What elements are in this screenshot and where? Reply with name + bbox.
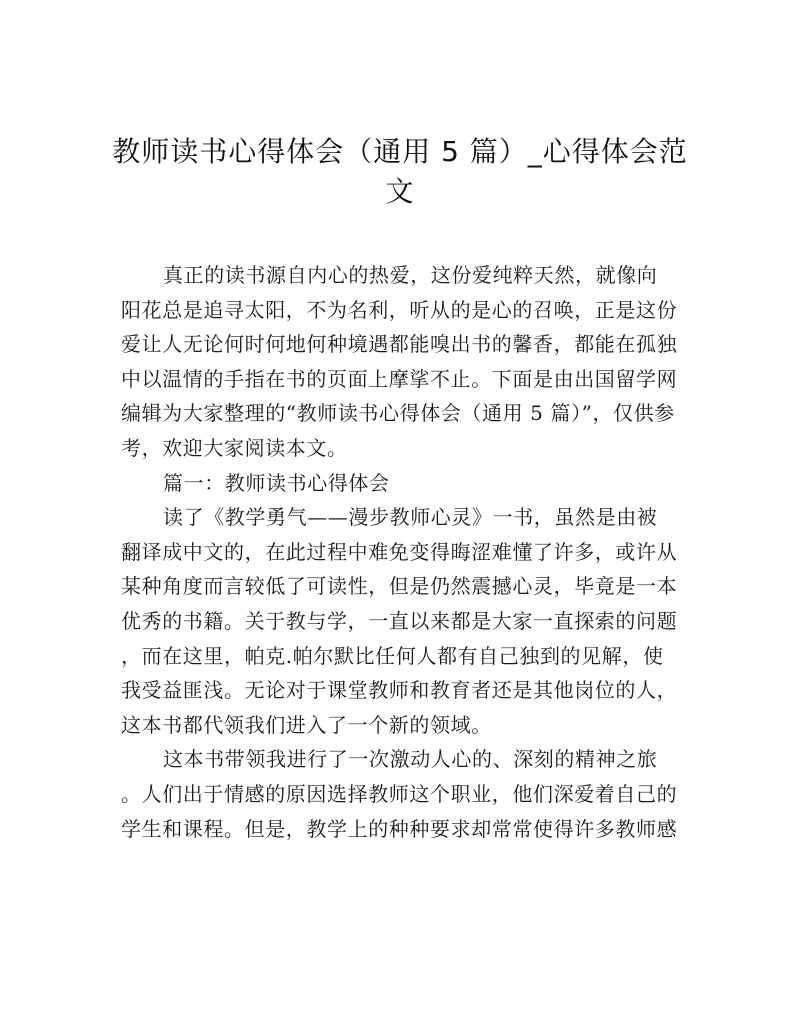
text-line: 真正的读书源自内心的热爱，这份爱纯粹天然，就像向 [163,263,658,287]
text-line: 。人们出于情感的原因选择教师这个职业，他们深爱着自己的 [121,781,678,806]
text-line: 编辑为大家整理的“教师读书心得体会（通用 5 篇）”，仅供参 [121,401,675,426]
text-line: 爱让人无论何时何地何种境遇都能嗅出书的馨香，都能在孤独 [121,332,678,357]
document-body [121,258,683,846]
title-line-2: 文 [385,175,415,208]
text-line: 篇一：教师读书心得体会 [163,470,390,495]
text-line: 中以温情的手指在书的页面上摩挲不止。下面是由出国留学网 [121,366,678,391]
text-line: 优秀的书籍。关于教与学，一直以来都是大家一直探索的问题 [121,608,678,633]
document-title [100,132,700,212]
text-line: 读了《教学勇气——漫步教师心灵》一书，虽然是由被 [163,505,658,530]
text-line: 翻译成中文的，在此过程中难免变得晦涩难懂了许多，或许从 [121,539,678,564]
text-line: 这本书带领我进行了一次激动人心的、深刻的精神之旅 [163,747,658,772]
text-line: 我受益匪浅。无论对于课堂教师和教育者还是其他岗位的人， [121,678,678,703]
text-line: 学生和课程。但是，教学上的种种要求却常常使得许多教师感 [121,816,678,841]
text-line: 阳花总是追寻太阳，不为名利，听从的是心的召唤，正是这份 [121,297,678,322]
title-line-1: 教师读书心得体会（通用 5 篇）_心得体会范 [112,135,688,168]
text-line: 这本书都代领我们进入了一个新的领域。 [121,712,492,737]
text-line: ，而在这里，帕克.帕尔默比任何人都有自己独到的见解，使 [121,643,664,668]
text-line: 考，欢迎大家阅读本文。 [121,435,348,460]
text-line: 某种角度而言较低了可读性，但是仍然震撼心灵，毕竟是一本 [121,574,678,599]
